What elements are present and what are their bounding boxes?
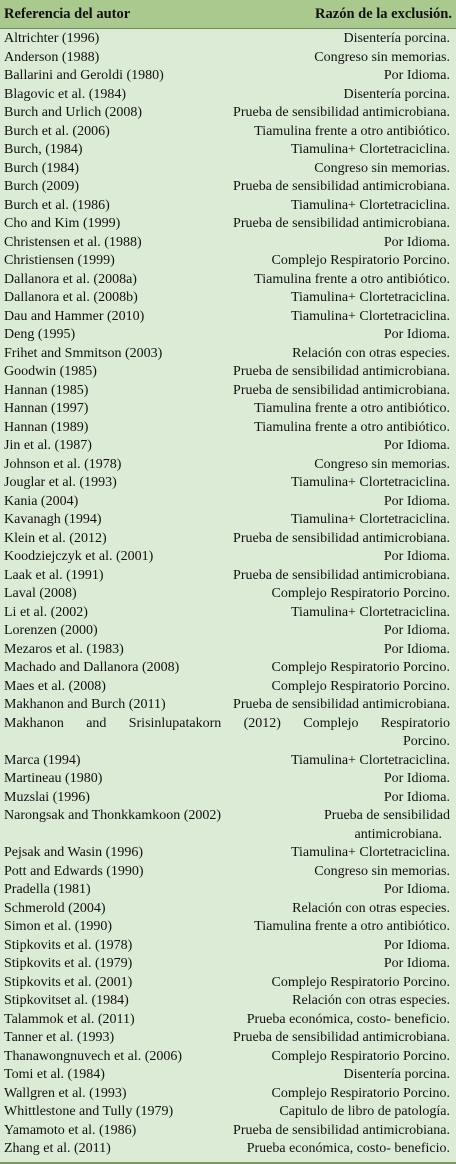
reason-cell: Tiamulina+ Clortetraciclina. <box>290 308 450 324</box>
author-cell: Burch (2009) <box>4 179 80 194</box>
author-cell: Muzslai (1996) <box>4 789 90 805</box>
reason-cell: Tiamulina+ Clortetraciclina. <box>290 512 450 527</box>
table-row <box>0 992 456 1011</box>
table-row <box>0 345 456 364</box>
reason-cell: Tiamulina frente a otro antibiótico. <box>254 123 450 139</box>
author-cell: Jin et al. (1987) <box>4 438 92 453</box>
reason-cell: Tiamulina frente a otro antibiótico. <box>254 401 450 416</box>
reason-cell: Complejo Respiratorio Porcino. <box>271 253 450 268</box>
author-cell: Koodziejczyk et al. (2001) <box>4 549 154 564</box>
reason-cell: Prueba de sensibilidad antimicrobiana. <box>233 216 450 231</box>
reason-cell: Tiamulina+ Clortetraciclina. <box>290 290 450 305</box>
author-cell: Burch et al. (1986) <box>4 197 110 213</box>
reason-cell: Por Idioma. <box>383 623 450 638</box>
author-cell: Burch and Urlich (2008) <box>4 105 143 120</box>
author-cell: Maes et al. (2008) <box>4 678 106 694</box>
author-cell: Pejsak and Wasin (1996) <box>4 845 143 860</box>
table-row <box>0 474 456 493</box>
table-header <box>0 0 456 29</box>
author-cell: Jouglar et al. (1993) <box>4 475 117 490</box>
table-row <box>0 363 456 382</box>
table-row <box>0 197 456 216</box>
reason-cell: Tiamulina+ Clortetraciclina. <box>290 604 450 620</box>
author-cell: Ballarini and Geroldi (1980) <box>4 68 164 83</box>
table-row <box>0 326 456 345</box>
reason-cell: Complejo Respiratorio Porcino. <box>271 660 450 675</box>
author-cell: Stipkovitset al. (1984) <box>4 993 129 1008</box>
table-row <box>0 807 456 844</box>
reason-cell: Disentería porcina. <box>343 86 450 102</box>
table-row <box>0 67 456 86</box>
reason-cell: Por Idioma. <box>383 438 450 453</box>
table-row <box>0 789 456 808</box>
author-cell: Lorenzen (2000) <box>4 623 98 638</box>
table-row <box>0 844 456 863</box>
table-row <box>0 271 456 290</box>
author-cell: Simon et al. (1990) <box>4 919 113 934</box>
reason-cell: Por Idioma. <box>383 493 450 509</box>
reason-continuation: Porcino. <box>402 734 450 749</box>
table-row <box>0 696 456 715</box>
reason-cell: Por Idioma. <box>383 789 450 805</box>
author-cell: Narongsak and Thonkkamkoon (2002) <box>4 808 222 823</box>
table-row <box>0 160 456 179</box>
table-row <box>0 123 456 142</box>
reason-cell: Prueba económica, costo- beneficio. <box>246 1141 450 1156</box>
reason-cell: Prueba de sensibilidad antimicrobiana. <box>233 567 450 583</box>
author-cell: Hannan (1997) <box>4 401 89 416</box>
author-cell: Altrichter (1996) <box>4 31 100 46</box>
table-row <box>0 437 456 456</box>
table-row <box>0 659 456 678</box>
author-cell: Frihet and Smmitson (2003) <box>4 345 163 361</box>
reason-cell: Disentería porcina. <box>343 31 450 46</box>
reason-cell: Tiamulina frente a otro antibiótico. <box>254 271 450 287</box>
reason-cell: Tiamulina+ Clortetraciclina. <box>290 752 450 768</box>
table-row <box>0 1085 456 1104</box>
author-cell: Goodwin (1985) <box>4 364 97 379</box>
author-cell: Kania (2004) <box>4 493 79 509</box>
author-cell: Hannan (1989) <box>4 419 89 435</box>
reason-cell: Complejo Respiratorio Porcino. <box>271 974 450 990</box>
author-cell: Hannan (1985) <box>4 382 89 398</box>
table-row <box>0 937 456 956</box>
author-cell: Schmerold (2004) <box>4 900 106 916</box>
table-row <box>0 752 456 771</box>
author-cell: Blagovic et al. (1984) <box>4 86 127 102</box>
author-cell: Wallgren et al. (1993) <box>4 1085 127 1101</box>
author-cell: Machado and Dallanora (2008) <box>4 660 180 675</box>
author-cell: Anderson (1988) <box>4 49 100 65</box>
table-row <box>0 400 456 419</box>
table-row <box>0 955 456 974</box>
author-cell: Klein et al. (2012) <box>4 530 107 546</box>
author-cell: Zhang et al. (2011) <box>4 1141 111 1156</box>
table-row <box>0 678 456 697</box>
author-cell: Burch, (1984) <box>4 142 83 157</box>
table-row <box>0 567 456 586</box>
table-row <box>0 622 456 641</box>
reason-cell: Complejo Respiratorio Porcino. <box>271 1085 450 1101</box>
reason-cell: Capitulo de libro de patología. <box>279 1104 450 1119</box>
author-reason-cell: Makhanon and Srisinlupatakorn (2012) Complejo Respiratorio <box>4 715 450 731</box>
author-cell: Stipkovits et al. (1979) <box>4 956 133 971</box>
reason-cell: Tiamulina+ Clortetraciclina. <box>290 475 450 490</box>
table-row <box>0 308 456 327</box>
table-row <box>0 641 456 660</box>
author-cell: Pott and Edwards (1990) <box>4 863 144 879</box>
author-cell: Laval (2008) <box>4 586 77 601</box>
reason-cell: Relación con otras especies. <box>292 900 450 916</box>
reason-cell: Prueba de sensibilidad antimicrobiana. <box>233 382 450 398</box>
reason-cell: Por Idioma. <box>383 937 450 953</box>
reason-cell: Prueba económica, costo- beneficio. <box>246 1011 450 1027</box>
table-row <box>0 548 456 567</box>
author-cell: Makhanon and Burch (2011) <box>4 697 166 712</box>
table-row <box>0 1029 456 1048</box>
reason-cell: Por Idioma. <box>383 68 450 83</box>
author-cell: Burch et al. (2006) <box>4 123 110 139</box>
reason-cell: Por Idioma. <box>383 549 450 564</box>
table-row <box>0 30 456 49</box>
author-cell: Deng (1995) <box>4 327 76 342</box>
table-row <box>0 104 456 123</box>
author-cell: Laak et al. (1991) <box>4 567 104 583</box>
reason-cell: Por Idioma. <box>383 641 450 657</box>
reason-cell: Prueba de sensibilidad antimicrobiana. <box>233 1030 450 1045</box>
reason-cell: Por Idioma. <box>383 956 450 971</box>
author-cell: Marca (1994) <box>4 752 81 768</box>
table-row <box>0 178 456 197</box>
table-row <box>0 493 456 512</box>
reason-cell: Complejo Respiratorio Porcino. <box>271 1048 450 1064</box>
table-row <box>0 1103 456 1122</box>
reason-cell: Por Idioma. <box>383 882 450 897</box>
reason-cell: Prueba de sensibilidad antimicrobiana. <box>233 530 450 546</box>
reason-cell: Complejo Respiratorio Porcino. <box>271 678 450 694</box>
author-cell: Stipkovits et al. (2001) <box>4 974 133 990</box>
table-row <box>0 585 456 604</box>
table-row <box>0 881 456 900</box>
author-cell: Dau and Hammer (2010) <box>4 308 145 324</box>
table-row <box>0 715 456 752</box>
author-cell: Talammok et al. (2011) <box>4 1011 135 1027</box>
author-cell: Burch (1984) <box>4 160 80 176</box>
table-row <box>0 215 456 234</box>
reason-cell: Prueba de sensibilidad antimicrobiana. <box>233 697 450 712</box>
author-cell: Johnson et al. (1978) <box>4 456 122 472</box>
author-cell: Dallanora et al. (2008b) <box>4 290 138 305</box>
author-cell: Whittlestone and Tully (1979) <box>4 1104 174 1119</box>
author-cell: Thanawongnuvech et al. (2006) <box>4 1048 183 1064</box>
reason-cell: Por Idioma. <box>383 234 450 250</box>
table-row <box>0 918 456 937</box>
reason-cell: Relación con otras especies. <box>292 993 450 1008</box>
table-row <box>0 770 456 789</box>
author-cell: Stipkovits et al. (1978) <box>4 937 133 953</box>
table-row <box>0 511 456 530</box>
author-cell: Dallanora et al. (2008a) <box>4 271 137 287</box>
reason-cell: Congreso sin memorias. <box>314 863 450 879</box>
table-row <box>0 863 456 882</box>
author-cell: Martineau (1980) <box>4 771 103 786</box>
reason-cell: Tiamulina frente a otro antibiótico. <box>254 919 450 934</box>
author-cell: Tomi et al. (1984) <box>4 1067 105 1082</box>
author-cell: Christensen et al. (1988) <box>4 234 142 250</box>
reason-cell: Tiamulina+ Clortetraciclina. <box>290 845 450 860</box>
author-cell: Kavanagh (1994) <box>4 512 102 527</box>
reason-cell: Congreso sin memorias. <box>314 160 450 176</box>
table-row <box>0 1122 456 1141</box>
table-row <box>0 86 456 105</box>
author-cell: Li et al. (2002) <box>4 604 88 620</box>
reason-cell: Complejo Respiratorio Porcino. <box>271 586 450 601</box>
table-row <box>0 974 456 993</box>
reason-cell: Tiamulina frente a otro antibiótico. <box>254 419 450 435</box>
header-reason: Razón de la exclusión. <box>315 6 452 22</box>
author-cell: Christiensen (1999) <box>4 253 115 268</box>
table-row <box>0 1048 456 1067</box>
table-row <box>0 141 456 160</box>
table-row <box>0 1140 456 1159</box>
table-row <box>0 900 456 919</box>
header-author: Referencia del autor <box>4 6 131 22</box>
table-row <box>0 419 456 438</box>
table-row <box>0 252 456 271</box>
table-row <box>0 604 456 623</box>
reason-continuation: antimicrobiana. <box>354 826 442 842</box>
table-row <box>0 49 456 68</box>
reason-cell: Prueba de sensibilidad antimicrobiana. <box>233 364 450 379</box>
reason-cell: Prueba de sensibilidad antimicrobiana. <box>233 179 450 194</box>
reason-cell: Disentería porcina. <box>343 1067 450 1082</box>
table-row <box>0 382 456 401</box>
reason-cell: Prueba de sensibilidad antimicrobiana. <box>233 1122 450 1138</box>
table-row <box>0 456 456 475</box>
author-cell: Mezaros et al. (1983) <box>4 641 124 657</box>
reason-cell: Tiamulina+ Clortetraciclina. <box>290 142 450 157</box>
reason-cell: Por Idioma. <box>383 771 450 786</box>
reason-cell: Tiamulina+ Clortetraciclina. <box>290 197 450 213</box>
author-cell: Pradella (1981) <box>4 882 91 897</box>
table-row <box>0 1066 456 1085</box>
reason-cell: Prueba de sensibilidad antimicrobiana. <box>233 105 450 120</box>
table-row <box>0 1011 456 1030</box>
reason-cell: Relación con otras especies. <box>292 345 450 361</box>
author-cell: Tanner et al. (1993) <box>4 1030 115 1045</box>
author-cell: Yamamoto et al. (1986) <box>4 1122 137 1138</box>
reason-cell: Congreso sin memorias. <box>314 49 450 65</box>
author-cell: Cho and Kim (1999) <box>4 216 121 231</box>
reason-cell: Por Idioma. <box>383 327 450 342</box>
table-row <box>0 234 456 253</box>
table-body <box>0 30 456 1159</box>
reason-cell: Prueba de sensibilidad <box>324 808 450 823</box>
reason-cell: Congreso sin memorias. <box>314 456 450 472</box>
table-row <box>0 530 456 549</box>
table-row <box>0 289 456 308</box>
